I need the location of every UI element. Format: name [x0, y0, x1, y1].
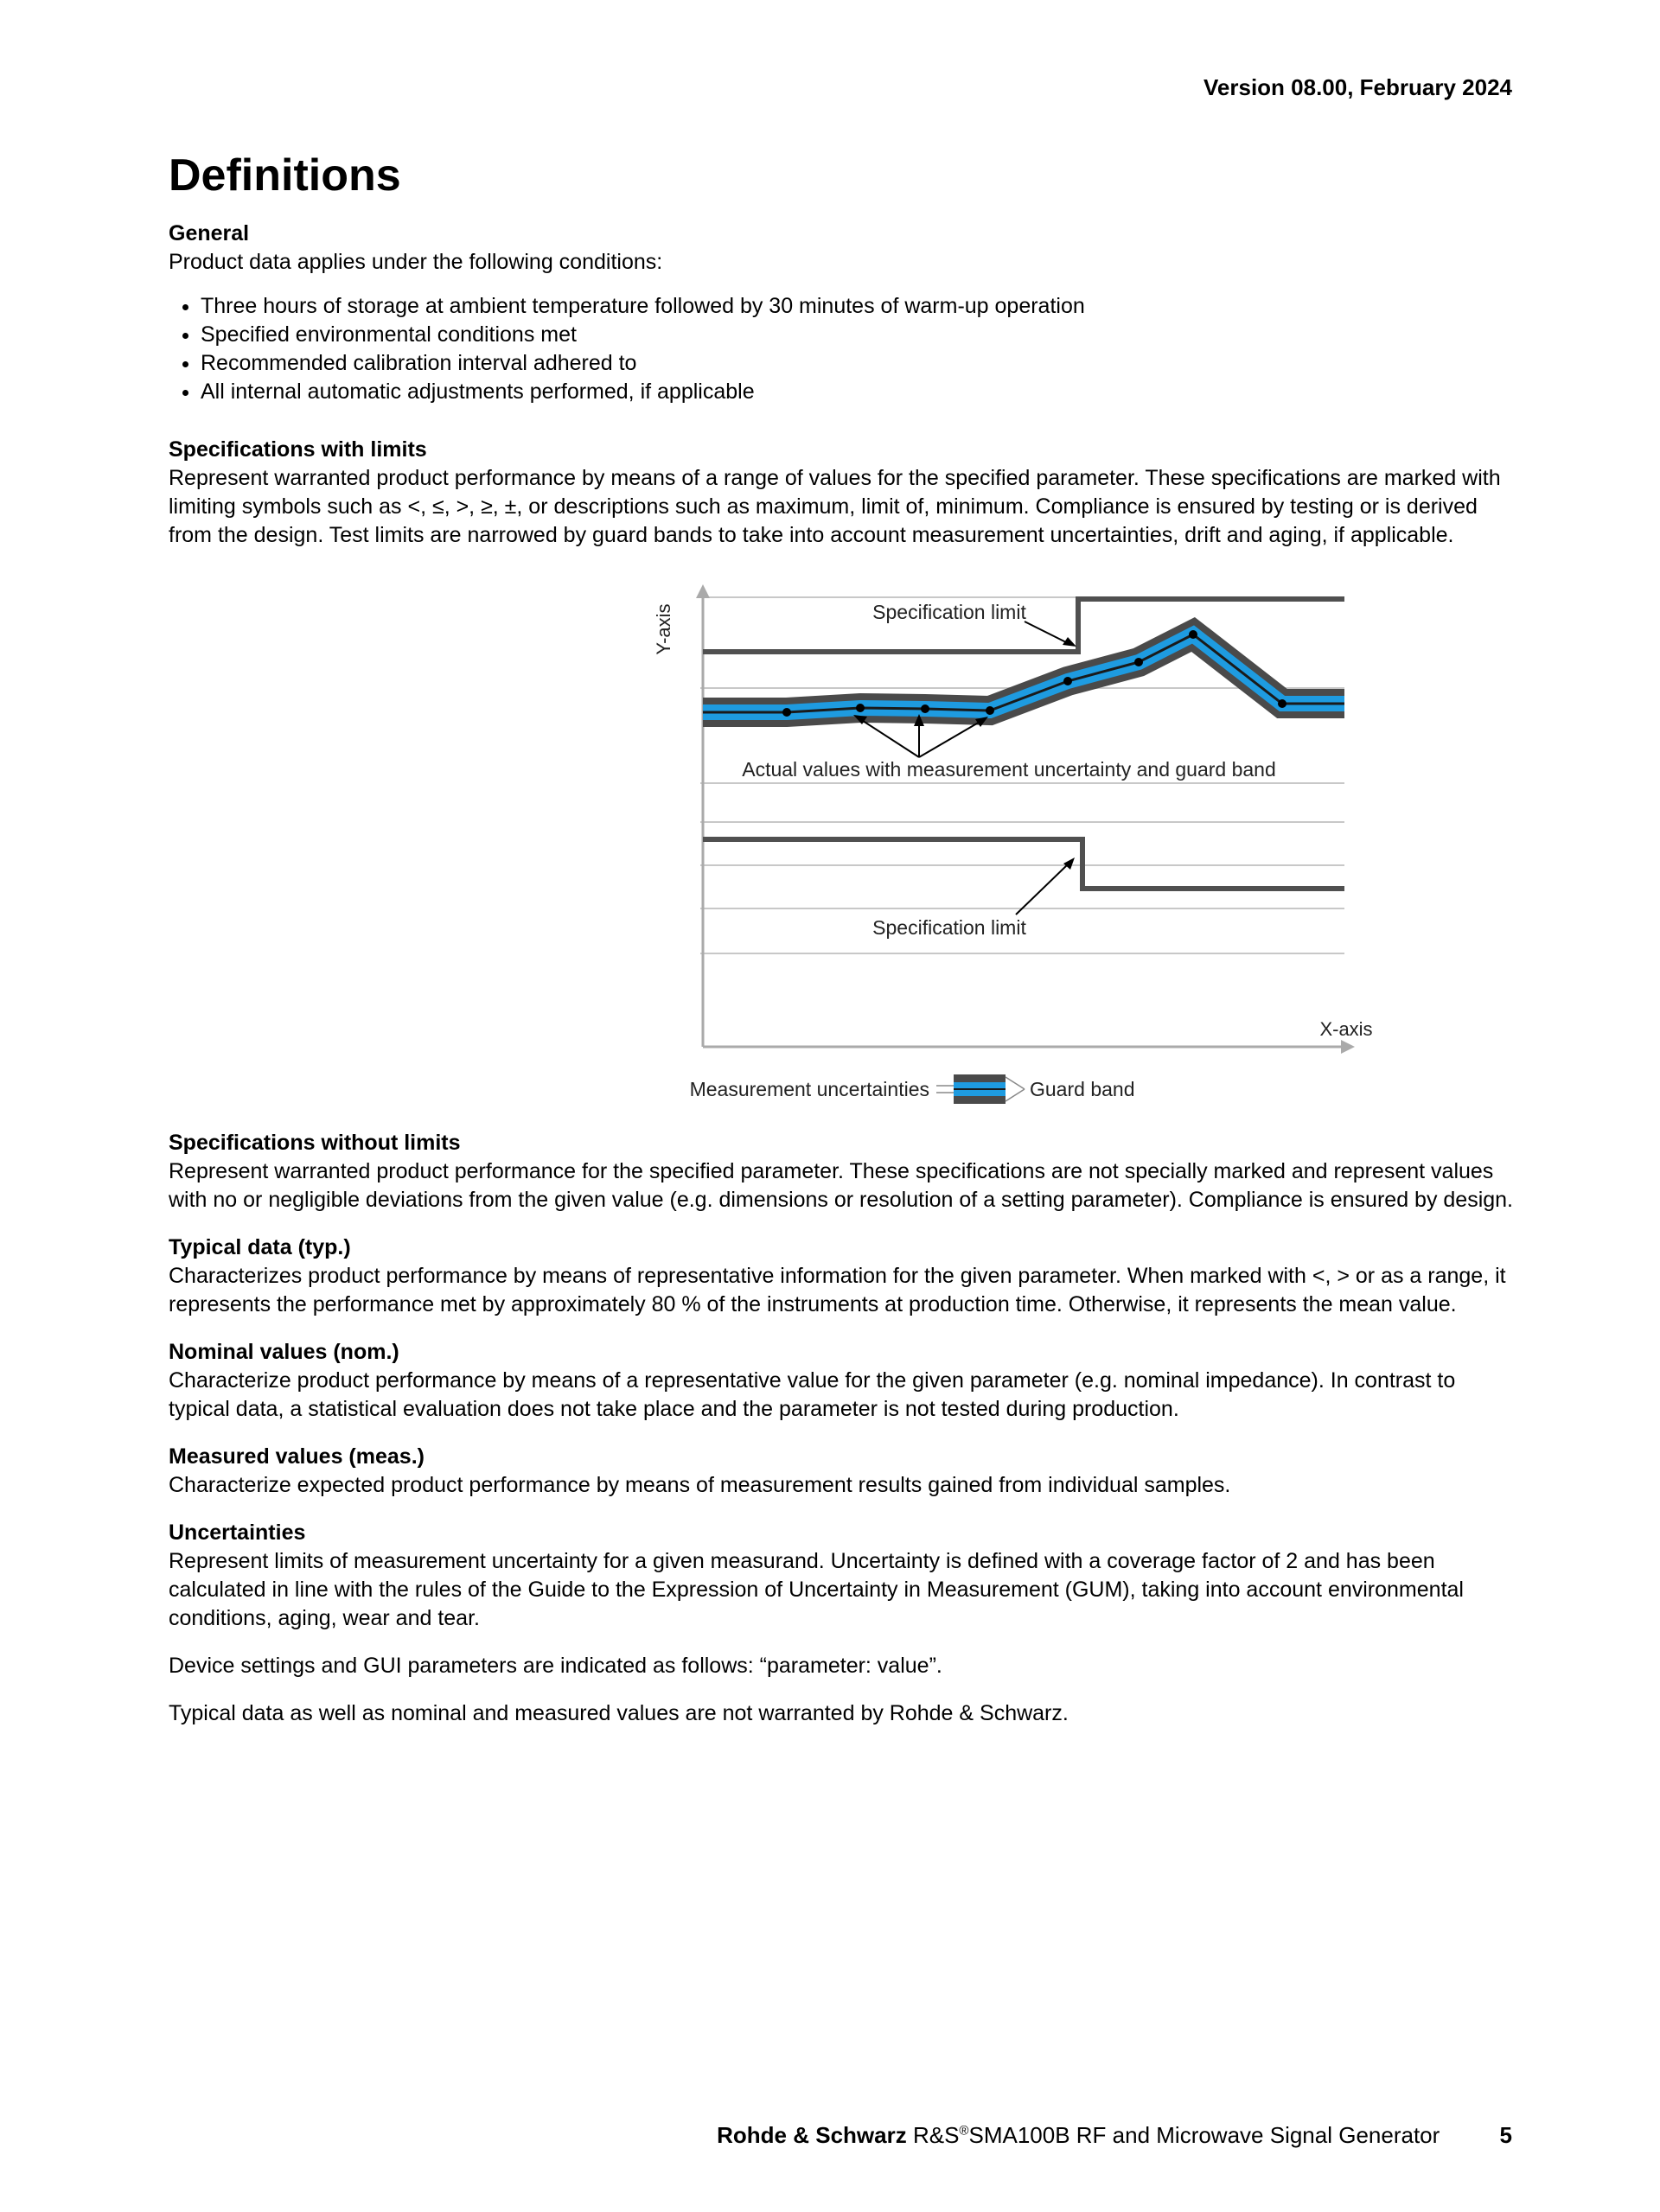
note-text: Typical data as well as nominal and measured values are not warranted by Rohde & Schwarz.: [169, 1701, 1069, 1725]
section-text: Represent warranted product performance for the specified parameter. These specifications are not specially marked and represent values with no or negligible deviations from the given value (e.g. dimensions or resolution of a setting parameter). Compliance is ensured by design.: [169, 1159, 1514, 1212]
note-warranty: [169, 1699, 1517, 1728]
section-with-limits: [169, 436, 1517, 550]
section-heading: Nominal values (nom.): [169, 1340, 399, 1364]
section-heading: Specifications with limits: [169, 437, 427, 462]
page-footer: [0, 2122, 1512, 2149]
spec-limit-bottom-label: Specification limit: [872, 916, 1026, 939]
section-nominal: [169, 1338, 1517, 1424]
registered-mark: ®: [959, 2123, 969, 2139]
section-heading: Measured values (meas.): [169, 1444, 425, 1469]
x-axis-arrow-icon: [1341, 1040, 1355, 1054]
footer-product-prefix: R&S: [912, 2122, 960, 2148]
section-heading: Typical data (typ.): [169, 1235, 351, 1259]
list-item: • Specified environmental conditions met: [201, 321, 1517, 349]
actual-values-label: Actual values with measurement uncertainty and guard band: [742, 758, 1276, 781]
section-text: Represent warranted product performance by means of a range of values for the specified parameter. These specifications are marked with limiting symbols such as <, ≤, >, ≥, ±, or descriptions such as maximum, limit of, minimum. Compliance is ensured by testing or is derived from the design. Test limits are narrowed by guard bands to take into account measurement uncertainties, drift and aging, if applicable.: [169, 466, 1501, 547]
section-heading: Specifications without limits: [169, 1131, 461, 1155]
section-text: Characterize expected product performance by means of measurement results gained from individual samples.: [169, 1473, 1231, 1497]
guard-band-diagram: [480, 576, 1373, 1100]
section-heading: General: [169, 221, 250, 245]
section-text: Product data applies under the following conditions:: [169, 250, 663, 274]
x-axis-label: X-axis: [1319, 1018, 1373, 1040]
section-heading: Uncertainties: [169, 1520, 306, 1545]
section-measured: [169, 1443, 1517, 1500]
legend-swatch: [936, 1074, 1025, 1104]
section-uncertainties: [169, 1519, 1517, 1633]
version-header: Version 08.00, February 2024: [1204, 74, 1512, 100]
main-content: [169, 149, 1517, 1747]
section-text: Represent limits of measurement uncertainty for a given measurand. Uncertainty is defined with a coverage factor of 2 and has been calculated in line with the rules of the Guide to the Expression of Uncertainty in Measurement (GUM), taking into account environmental conditions, aging, wear and tear.: [169, 1549, 1464, 1630]
section-text: Characterizes product performance by means of representative information for the given parameter. When marked with <, > or as a range, it represents the performance met by approximately 80 % of the instruments at production time. Otherwise, it represents the mean value.: [169, 1264, 1506, 1316]
page-number: 5: [1499, 2122, 1512, 2148]
note-text: Device settings and GUI parameters are indicated as follows: “parameter: value”.: [169, 1654, 942, 1678]
section-typical: [169, 1233, 1517, 1319]
footer-brand: Rohde & Schwarz: [717, 2122, 907, 2148]
y-axis-label: Y-axis: [653, 603, 674, 655]
section-text: Characterize product performance by means of a representative value for the given parameter (e.g. nominal impedance). In contrast to typical data, a statistical evaluation does not take place and the parameter is not tested during production.: [169, 1368, 1456, 1421]
callout-line: [1025, 622, 1068, 643]
note-gui-parameters: [169, 1652, 1517, 1680]
section-without-limits: [169, 1129, 1517, 1214]
guard-band-figure: [169, 576, 1517, 1112]
footer-product: SMA100B RF and Microwave Signal Generator: [968, 2122, 1440, 2148]
list-item: • Recommended calibration interval adhered to: [201, 349, 1517, 378]
spec-limit-top-label: Specification limit: [872, 601, 1026, 623]
arrow-icon: [1063, 637, 1076, 647]
conditions-list: [169, 292, 1517, 406]
callout-line: [1016, 864, 1068, 915]
guard-band-label: Guard band: [1030, 1078, 1135, 1100]
list-item: • Three hours of storage at ambient temperature followed by 30 minutes of warm-up operation: [201, 292, 1517, 321]
list-item: • All internal automatic adjustments performed, if applicable: [201, 378, 1517, 406]
lower-spec-limit-line: [703, 839, 1344, 889]
meas-uncertainties-label: Measurement uncertainties: [689, 1078, 929, 1100]
page-title: Definitions: [169, 150, 401, 201]
y-axis-arrow-icon: [696, 584, 710, 598]
section-general: [169, 220, 1517, 406]
